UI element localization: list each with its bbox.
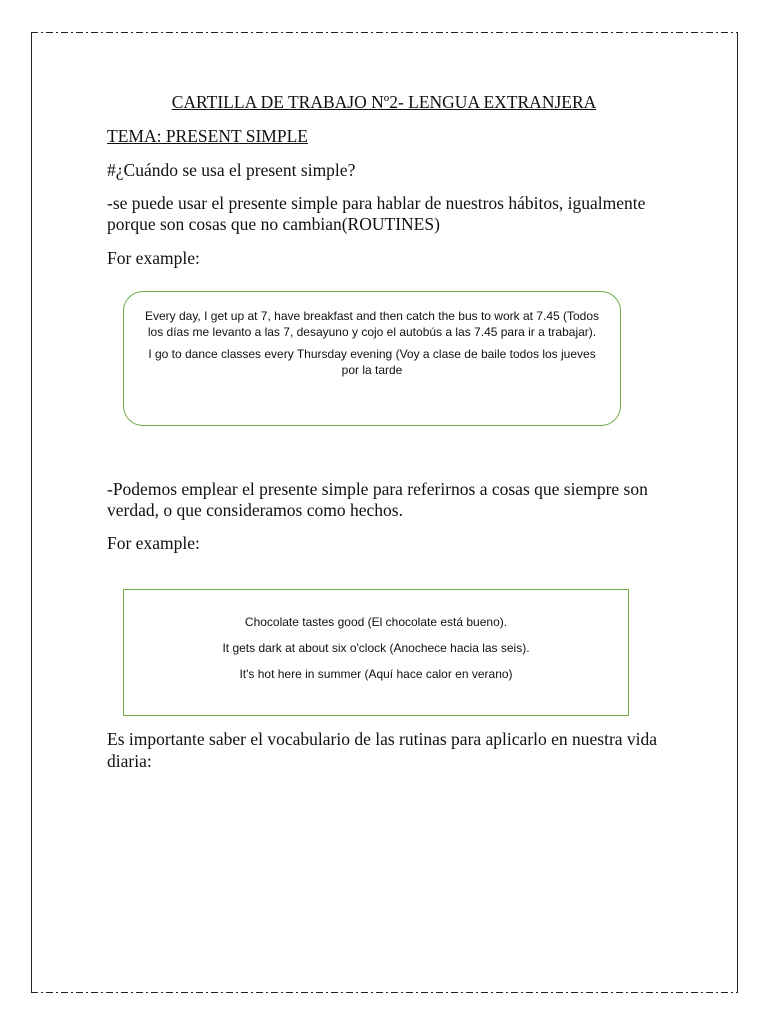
facts-example-2: It gets dark at about six o'clock (Anochece hacia las seis). bbox=[222, 641, 530, 655]
facts-example-3: It's hot here in summer (Aquí hace calor en verano) bbox=[239, 667, 513, 681]
facts-line-2: verdad, o que consideramos como hechos. bbox=[107, 500, 403, 520]
routines-example-1: Every day, I get up at 7, have breakfast and then catch the bus to work at 7.45 (Todos los días me levanto a las 7, desayuno y cojo el autobús a las 7.45 para ir a trabajar). bbox=[144, 309, 600, 339]
routines-example-2: I go to dance classes every Thursday evening (Voy a clase de baile todos los jueves por la tarde bbox=[148, 347, 596, 377]
habits-line-2: porque son cosas que no cambian(ROUTINES) bbox=[107, 214, 440, 234]
topic-heading: TEMA: PRESENT SIMPLE bbox=[107, 126, 308, 146]
vocab-line-1: Es importante saber el vocabulario de las rutinas para aplicarlo en nuestra vida bbox=[107, 729, 658, 749]
routines-example-box bbox=[123, 291, 621, 426]
facts-line-1: -Podemos emplear el presente simple para referirnos a cosas que siempre son bbox=[107, 479, 648, 499]
for-example-label-1: For example: bbox=[107, 248, 200, 268]
facts-example-box bbox=[123, 589, 629, 716]
document-title: CARTILLA DE TRABAJO Nº2- LENGUA EXTRANJERA bbox=[171, 92, 597, 112]
habits-line-1: -se puede usar el presente simple para hablar de nuestros hábitos, igualmente bbox=[107, 193, 646, 213]
question-line: #¿Cuándo se usa el present simple? bbox=[107, 160, 356, 180]
facts-example-1: Chocolate tastes good (El chocolate está bueno). bbox=[244, 615, 508, 629]
for-example-label-2: For example: bbox=[107, 533, 200, 553]
vocab-line-2: diaria: bbox=[107, 751, 152, 771]
